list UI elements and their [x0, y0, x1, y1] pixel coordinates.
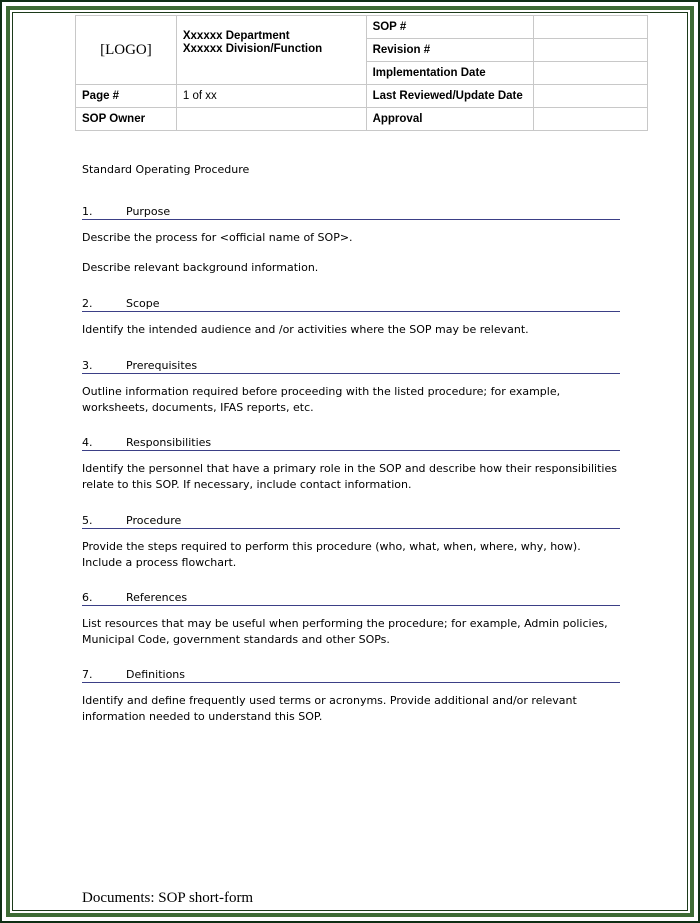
section-number: 1.: [82, 205, 93, 218]
section-number: 2.: [82, 297, 93, 310]
section-definitions: [82, 668, 620, 724]
section-heading: [82, 668, 620, 683]
last-reviewed-label: Last Reviewed/Update Date: [366, 85, 534, 108]
section-title: Procedure: [126, 514, 182, 527]
section-title: Prerequisites: [126, 359, 198, 372]
sop-number-label: SOP #: [366, 16, 534, 39]
sop-owner-value[interactable]: [176, 108, 366, 131]
section-scope: [82, 297, 620, 338]
section-title: Purpose: [126, 205, 171, 218]
section-responsibilities: [82, 436, 620, 492]
document-title: Standard Operating Procedure: [82, 163, 250, 176]
section-number: 4.: [82, 436, 93, 449]
section-references: [82, 591, 620, 647]
implementation-date-value[interactable]: [534, 62, 648, 85]
section-paragraph: Describe the process for <official name of SOP>.: [82, 231, 353, 244]
section-number: 3.: [82, 359, 93, 372]
section-paragraph: Identify and define frequently used terms or acronyms. Provide additional and/or relevant information needed to understand this SOP.: [82, 694, 577, 723]
section-paragraph: Identify the personnel that have a primary role in the SOP and describe how their responsibilities relate to this SOP. If necessary, include contact information.: [82, 462, 617, 491]
sop-header-table: [75, 15, 648, 131]
implementation-date-label: Implementation Date: [366, 62, 534, 85]
document-footer: Documents: SOP short-form: [82, 890, 254, 906]
section-purpose: [82, 205, 620, 275]
section-paragraph: Identify the intended audience and /or activities where the SOP may be relevant.: [82, 323, 529, 336]
revision-label: Revision #: [366, 39, 534, 62]
section-heading: [82, 591, 620, 606]
logo-placeholder: [LOGO]: [76, 16, 177, 85]
section-title: Responsibilities: [126, 436, 212, 449]
division-name: Xxxxxx Division/Function: [182, 43, 323, 55]
section-procedure: [82, 514, 620, 570]
approval-label: Approval: [366, 108, 534, 131]
section-title: Scope: [126, 297, 160, 310]
section-heading: [82, 436, 620, 451]
section-heading: [82, 297, 620, 312]
section-number: 7.: [82, 668, 93, 681]
section-paragraph: Provide the steps required to perform this procedure (who, what, when, where, why, how). Include a process flowchart.: [82, 540, 581, 569]
last-reviewed-value[interactable]: [534, 85, 648, 108]
section-prerequisites: [82, 359, 620, 415]
section-heading: [82, 514, 620, 529]
sop-number-value[interactable]: [534, 16, 648, 39]
department-cell: [176, 16, 366, 85]
section-paragraph: List resources that may be useful when performing the procedure; for example, Admin policies, Municipal Code, government standards and other SOPs.: [82, 617, 608, 646]
sop-owner-label: SOP Owner: [76, 108, 177, 131]
revision-value[interactable]: [534, 39, 648, 62]
section-number: 6.: [82, 591, 93, 604]
section-heading: [82, 359, 620, 374]
department-name: Xxxxxx Department: [182, 30, 290, 42]
section-title: Definitions: [126, 668, 185, 681]
page-value: 1 of xx: [176, 85, 366, 108]
section-heading: [82, 205, 620, 220]
page-label: Page #: [76, 85, 177, 108]
section-number: 5.: [82, 514, 93, 527]
approval-value[interactable]: [534, 108, 648, 131]
section-paragraph: Describe relevant background information.: [82, 260, 319, 274]
section-title: References: [126, 591, 188, 604]
section-paragraph: Outline information required before proceeding with the listed procedure; for example, worksheets, documents, IFAS reports, etc.: [82, 385, 561, 414]
